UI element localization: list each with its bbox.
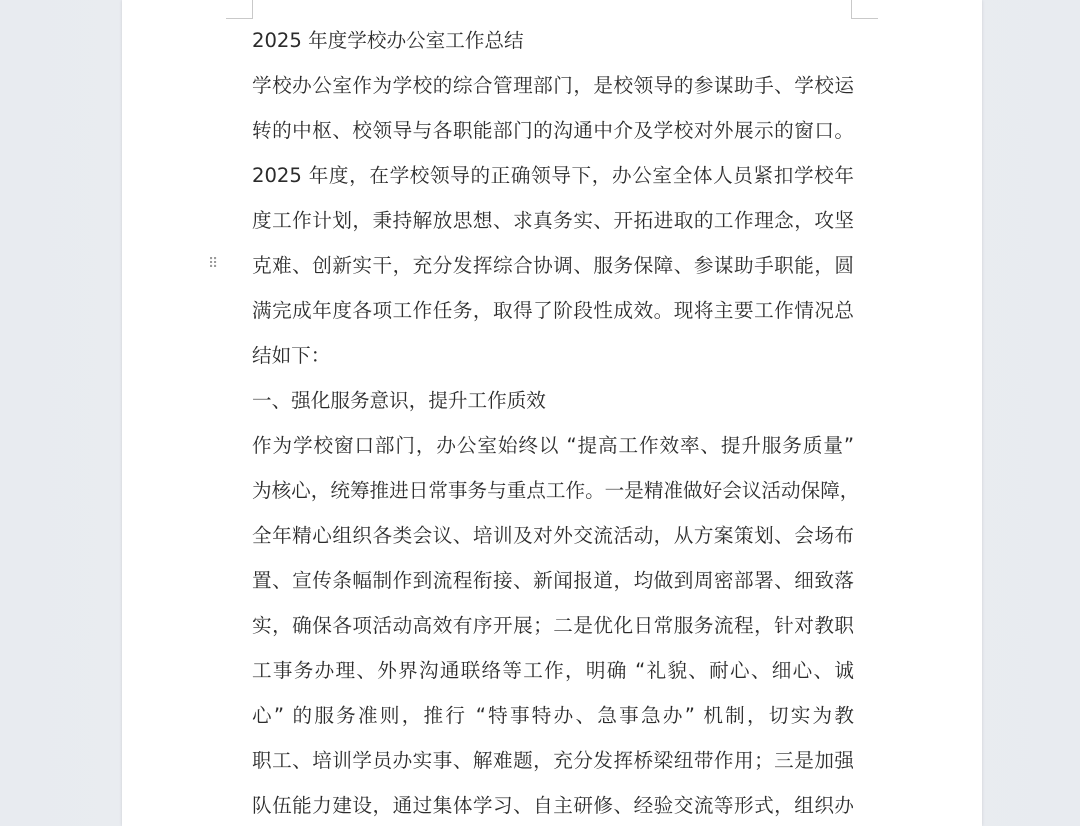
text-line[interactable]: 为核心，统筹推进日常事务与重点工作。一是精准做好会议活动保障， [252, 479, 860, 502]
text-line[interactable]: 心” 的服务准则，推行 “特事特办、急事急办” 机制，切实为教 [252, 704, 854, 727]
document-title[interactable]: 2025 年度学校办公室工作总结 [252, 29, 524, 52]
text-line[interactable]: 置、宣传条幅制作到流程衔接、新闻报道，均做到周密部署、细致落 [252, 569, 854, 592]
text-line[interactable]: 队伍能力建设，通过集体学习、自主研修、经验交流等形式，组织办 [252, 794, 854, 817]
text-line[interactable]: 作为学校窗口部门，办公室始终以 “提高工作效率、提升服务质量” [252, 434, 854, 457]
text-line[interactable]: 克难、创新实干，充分发挥综合协调、服务保障、参谋助手职能，圆 [252, 254, 854, 277]
section-heading[interactable]: 一、强化服务意识，提升工作质效 [252, 389, 546, 412]
text-line[interactable]: 职工、培训学员办实事、解难题，充分发挥桥梁纽带作用；三是加强 [252, 749, 854, 772]
text-line[interactable]: 满完成年度各项工作任务，取得了阶段性成效。现将主要工作情况总 [252, 299, 854, 322]
text-line[interactable]: 2025 年度，在学校领导的正确领导下，办公室全体人员紧扣学校年 [252, 164, 854, 187]
text-line[interactable]: 实，确保各项活动高效有序开展；二是优化日常服务流程，针对教职 [252, 614, 854, 637]
page-corner-mark-left [226, 0, 253, 19]
text-line[interactable]: 度工作计划，秉持解放思想、求真务实、开拓进取的工作理念，攻坚 [252, 209, 854, 232]
text-line[interactable]: 学校办公室作为学校的综合管理部门，是校领导的参谋助手、学校运 [252, 74, 854, 97]
page-corner-mark-right [851, 0, 878, 19]
text-line[interactable]: 结如下： [252, 344, 331, 367]
text-line[interactable]: 全年精心组织各类会议、培训及对外交流活动，从方案策划、会场布 [252, 524, 854, 547]
text-line[interactable]: 转的中枢、校领导与各职能部门的沟通中介及学校对外展示的窗口。 [252, 119, 854, 142]
paragraph-drag-handle-icon[interactable]: ⠿ [208, 256, 218, 272]
text-line[interactable]: 工事务办理、外界沟通联络等工作，明确 “礼貌、耐心、细心、诚 [252, 659, 854, 682]
